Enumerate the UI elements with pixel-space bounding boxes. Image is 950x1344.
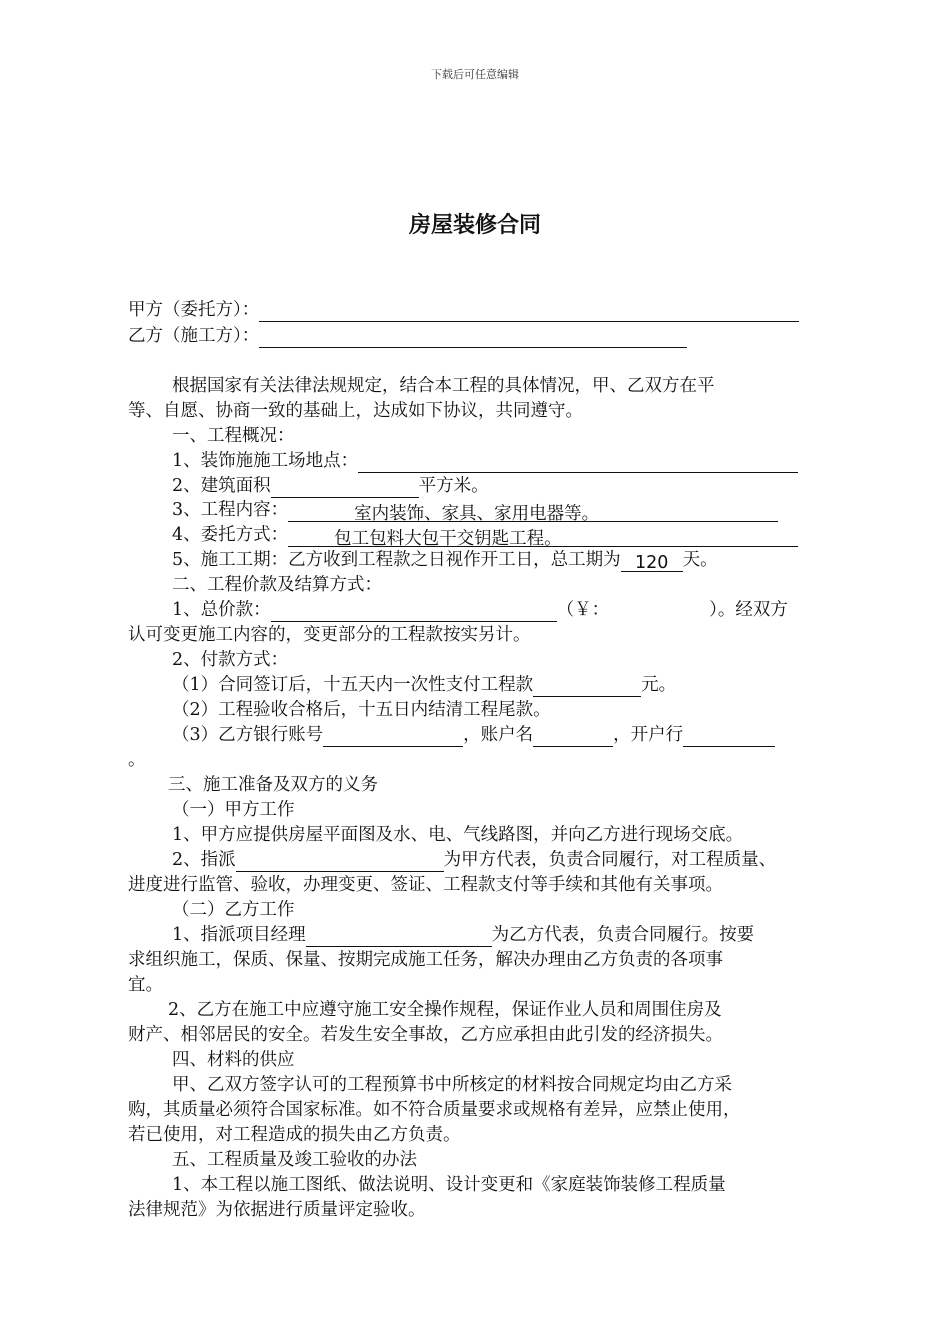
intro-line-2: 等、自愿、协商一致的基础上，达成如下协议，共同遵守。 — [128, 401, 583, 421]
party-b-blank[interactable] — [259, 327, 687, 348]
total-price-continuation: 认可变更施工内容的，变更部分的工程款按实另计。 — [128, 625, 531, 645]
account-name-label: ，账户名 — [463, 725, 534, 745]
total-price-blank[interactable] — [271, 601, 557, 622]
work-content-line — [172, 498, 778, 522]
party-b-line — [128, 324, 687, 348]
party-a-blank[interactable] — [259, 301, 799, 322]
section-5-heading: 五、工程质量及竣工验收的办法 — [172, 1150, 417, 1170]
payment-item-1 — [172, 673, 676, 697]
work-content-label: 3、工程内容： — [172, 500, 289, 520]
project-manager-duty: 为乙方代表，负责合同履行。按要 — [491, 925, 755, 945]
total-price-label: 1、总价款： — [172, 600, 271, 620]
payment-item-2: （2）工程验收合格后，十五日内结清工程尾款。 — [172, 700, 551, 720]
party-b-work-heading: （二）乙方工作 — [172, 900, 295, 920]
party-b-work-1-end: 宜。 — [128, 975, 163, 995]
building-area-line — [172, 474, 489, 498]
total-price-yuan-label: （￥： — [556, 600, 610, 620]
intro-line-1: 根据国家有关法律法规规定，结合本工程的具体情况，甲、乙双方在平 — [172, 376, 715, 396]
total-price-tail: ）。经双方 — [709, 600, 788, 620]
construction-period-label: 5、施工工期：乙方收到工程款之日视作开工日，总工期为 — [172, 550, 621, 570]
party-a-work-heading: （一）甲方工作 — [172, 800, 295, 820]
total-price-line — [172, 598, 788, 622]
material-supply-3: 若已使用，对工程造成的损失由乙方负责。 — [128, 1125, 461, 1145]
construction-period-line — [172, 548, 718, 572]
bank-account-blank[interactable] — [323, 726, 463, 747]
payment-item-1-unit: 元。 — [641, 675, 677, 695]
project-manager-label: 1、指派项目经理 — [172, 925, 306, 945]
header-note: 下载后可任意编辑 — [431, 68, 519, 81]
payment-method-heading: 2、付款方式： — [172, 650, 289, 670]
party-a-line — [128, 298, 799, 322]
party-a-rep-blank[interactable] — [236, 851, 444, 872]
material-supply-2: 购，其质量必须符合国家标准。如不符合质量要求或规格有差异，应禁止使用， — [128, 1100, 741, 1120]
site-location-label: 1、装饰施施工场地点： — [172, 451, 359, 471]
construction-period-value: 120 — [621, 551, 683, 572]
party-b-label: 乙方（施工方）： — [128, 326, 260, 346]
material-supply-1: 甲、乙双方签字认可的工程预算书中所核定的材料按合同规定均由乙方采 — [172, 1075, 732, 1095]
party-a-work-1: 1、甲方应提供房屋平面图及水、电、气线路图，并向乙方进行现场交底。 — [172, 825, 744, 845]
bank-account-label: （3）乙方银行账号 — [172, 725, 324, 745]
section-4-heading: 四、材料的供应 — [172, 1050, 295, 1070]
party-b-work-2-continuation: 财产、相邻居民的安全。若发生安全事故，乙方应承担由此引发的经济损失。 — [128, 1025, 723, 1045]
commission-method-label: 4、委托方式： — [172, 525, 289, 545]
bank-branch-label: ，开户行 — [613, 725, 684, 745]
payment-amount-blank[interactable] — [533, 676, 641, 697]
quality-acceptance-1: 1、本工程以施工图纸、做法说明、设计变更和《家庭装饰装修工程质量 — [172, 1175, 726, 1195]
site-location-line — [172, 449, 798, 473]
building-area-label: 2、建筑面积 — [172, 476, 271, 496]
commission-method-line — [172, 523, 798, 547]
party-a-work-2-continuation: 进度进行监管、验收，办理变更、签证、工程款支付等手续和其他有关事项。 — [128, 875, 723, 895]
project-manager-blank[interactable] — [306, 926, 492, 947]
construction-period-unit: 天。 — [682, 550, 718, 570]
party-a-label: 甲方（委托方）： — [128, 300, 260, 320]
quality-acceptance-2: 法律规范》为依据进行质量评定验收。 — [128, 1200, 426, 1220]
party-b-work-1-continuation: 求组织施工，保质、保量、按期完成施工任务，解决办理由乙方负责的各项事 — [128, 950, 723, 970]
site-location-blank[interactable] — [358, 452, 798, 473]
party-a-rep-duty: 为甲方代表，负责合同履行，对工程质量、 — [443, 850, 777, 870]
building-area-blank[interactable] — [271, 477, 419, 498]
bank-branch-blank[interactable] — [683, 726, 775, 747]
section-3-heading: 三、施工准备及双方的义务 — [168, 775, 378, 795]
payment-item-3 — [172, 723, 775, 747]
party-a-rep-label: 2、指派 — [172, 850, 236, 870]
building-area-unit: 平方米。 — [418, 476, 489, 496]
document-title: 房屋装修合同 — [408, 213, 541, 238]
commission-method-value: 包工包料大包干交钥匙工程。 — [288, 527, 798, 547]
payment-item-3-end: 。 — [128, 750, 146, 770]
party-b-work-1 — [172, 923, 754, 947]
work-content-value: 室内装饰、家具、家用电器等。 — [288, 502, 778, 522]
section-1-heading: 一、工程概况： — [172, 426, 295, 446]
section-2-heading: 二、工程价款及结算方式： — [172, 575, 382, 595]
party-a-work-2 — [172, 848, 776, 872]
party-b-work-2: 2、乙方在施工中应遵守施工安全操作规程，保证作业人员和周围住房及 — [168, 1000, 722, 1020]
account-name-blank[interactable] — [533, 726, 613, 747]
payment-item-1-label: （1）合同签订后，十五天内一次性支付工程款 — [172, 675, 534, 695]
